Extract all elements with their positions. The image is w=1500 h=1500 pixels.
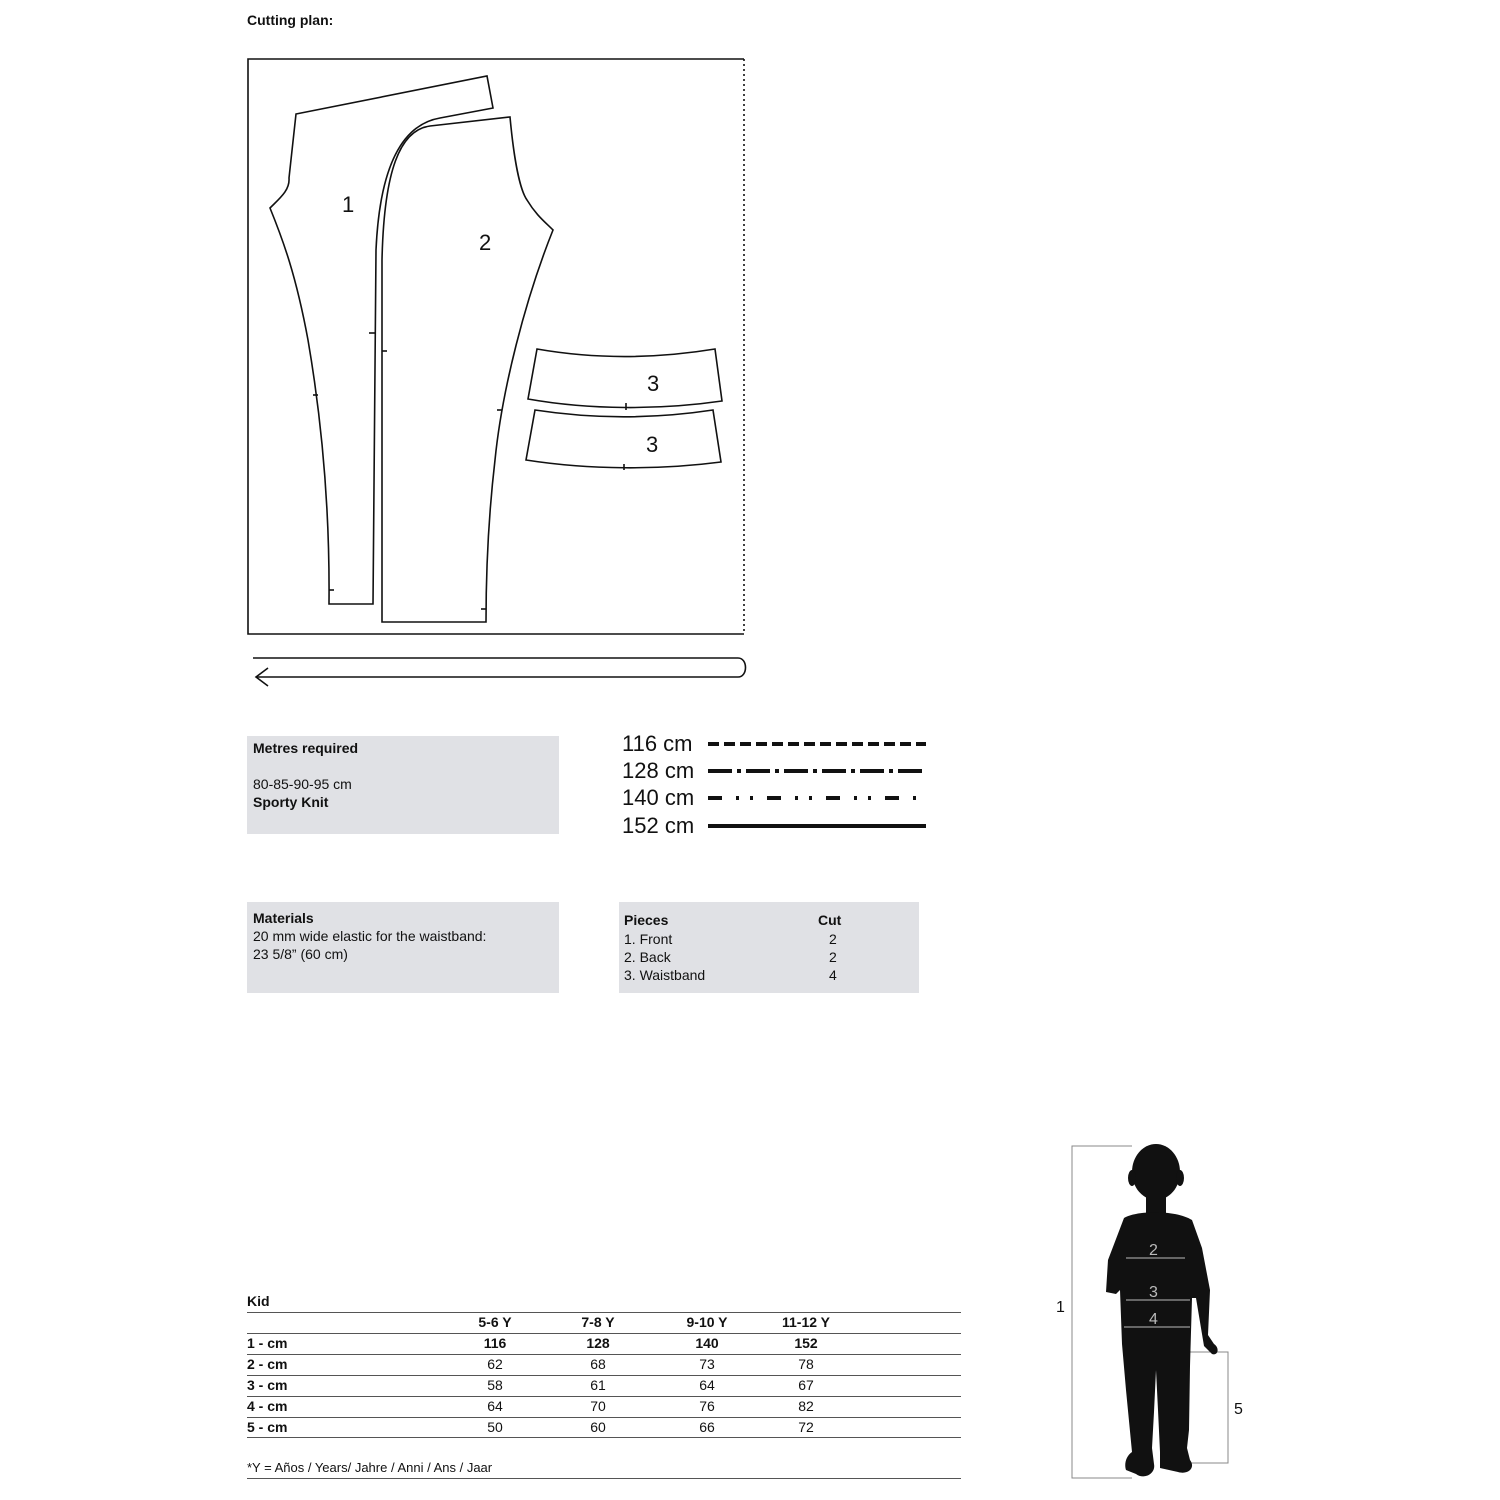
piece-name: 2. Back <box>624 949 671 965</box>
piece-number-1: 1 <box>342 192 355 217</box>
table-rule <box>247 1354 961 1355</box>
row-label: 2 - cm <box>247 1356 288 1372</box>
piece-cut: 2 <box>829 949 837 965</box>
table-cell: 68 <box>590 1356 606 1372</box>
legend-label: 140 cm <box>622 785 695 810</box>
row-label: 1 - cm <box>247 1335 288 1351</box>
piece-number-2: 2 <box>479 230 492 255</box>
child-silhouette-icon <box>1106 1144 1218 1476</box>
table-rule <box>247 1375 961 1376</box>
metres-value: 80-85-90-95 cm <box>253 776 352 792</box>
legend-label: 152 cm <box>622 813 695 838</box>
metres-heading: Metres required <box>253 740 359 756</box>
table-footnote: *Y = Años / Years/ Jahre / Anni / Ans / Jaar <box>247 1460 493 1475</box>
piece-number-3: 3 <box>647 371 660 396</box>
table-cell: 152 <box>794 1335 818 1351</box>
piece-cut: 2 <box>829 931 837 947</box>
piece-number-3: 3 <box>646 432 659 457</box>
table-cell: 64 <box>487 1398 503 1414</box>
table-cell: 50 <box>487 1419 503 1435</box>
legend-row <box>622 758 928 784</box>
waistband-piece-outline <box>528 349 722 408</box>
fabric-outline <box>248 59 744 634</box>
dash-dot-line-sample <box>708 766 928 776</box>
table-cell: 73 <box>699 1356 715 1372</box>
materials-line: 20 mm wide elastic for the waistband: <box>253 928 487 944</box>
child-measurement-figure <box>1040 1130 1280 1490</box>
materials-box <box>247 902 559 993</box>
table-cell: 78 <box>798 1356 814 1372</box>
table-cell: 62 <box>487 1356 503 1372</box>
measure-label-3: 3 <box>1149 1284 1158 1301</box>
piece-name: 3. Waistband <box>624 967 706 983</box>
measure-label-2: 2 <box>1149 1242 1158 1259</box>
measure-label-1: 1 <box>1056 1299 1065 1316</box>
fabric-name: Sporty Knit <box>253 794 329 810</box>
cut-heading: Cut <box>818 912 842 928</box>
legend-label: 128 cm <box>622 758 695 783</box>
grainline-arrow <box>253 658 746 677</box>
materials-heading: Materials <box>253 910 314 926</box>
table-cell: 82 <box>798 1398 814 1414</box>
row-label: 3 - cm <box>247 1377 288 1393</box>
legend-row <box>622 813 928 839</box>
measure-label-5: 5 <box>1234 1401 1243 1418</box>
table-rule <box>247 1437 961 1438</box>
table-rule <box>247 1478 961 1479</box>
legend-row <box>622 785 928 811</box>
back-piece-outline <box>382 117 553 622</box>
table-heading: Kid <box>247 1293 270 1309</box>
table-cell: 66 <box>699 1419 715 1435</box>
cutting-plan-diagram <box>0 0 1500 700</box>
metres-required-box <box>247 736 559 834</box>
piece-cut: 4 <box>829 967 837 983</box>
table-cell: 58 <box>487 1377 503 1393</box>
row-label: 4 - cm <box>247 1398 288 1414</box>
column-header: 11-12 Y <box>781 1314 830 1330</box>
column-header: 5-6 Y <box>478 1314 512 1330</box>
table-cell: 116 <box>483 1335 507 1351</box>
table-cell: 140 <box>695 1335 719 1351</box>
table-cell: 76 <box>699 1398 715 1414</box>
pieces-box <box>619 902 919 993</box>
dashed-line-sample <box>708 739 928 749</box>
table-rule <box>247 1396 961 1397</box>
legend-label: 116 cm <box>622 731 693 756</box>
solid-line-sample <box>708 821 928 831</box>
table-cell: 61 <box>590 1377 606 1393</box>
table-cell: 60 <box>590 1419 606 1435</box>
legend-row <box>622 731 928 757</box>
dash-dot-dot-line-sample <box>708 793 928 803</box>
inseam-bracket <box>1188 1352 1228 1463</box>
table-rule <box>247 1417 961 1418</box>
table-cell: 72 <box>798 1419 814 1435</box>
piece-name: 1. Front <box>624 931 673 947</box>
waistband-piece-outline <box>526 410 721 468</box>
table-cell: 128 <box>586 1335 610 1351</box>
measure-label-4: 4 <box>1149 1311 1158 1328</box>
page-title: Cutting plan: <box>247 12 334 28</box>
row-label: 5 - cm <box>247 1419 288 1435</box>
column-header: 9-10 Y <box>686 1314 728 1330</box>
column-header: 7-8 Y <box>581 1314 615 1330</box>
table-cell: 70 <box>590 1398 606 1414</box>
table-rule <box>247 1333 961 1334</box>
materials-line: 23 5/8” (60 cm) <box>253 946 348 962</box>
pieces-heading: Pieces <box>624 912 669 928</box>
table-cell: 64 <box>699 1377 715 1393</box>
table-rule <box>247 1312 961 1313</box>
table-cell: 67 <box>798 1377 814 1393</box>
